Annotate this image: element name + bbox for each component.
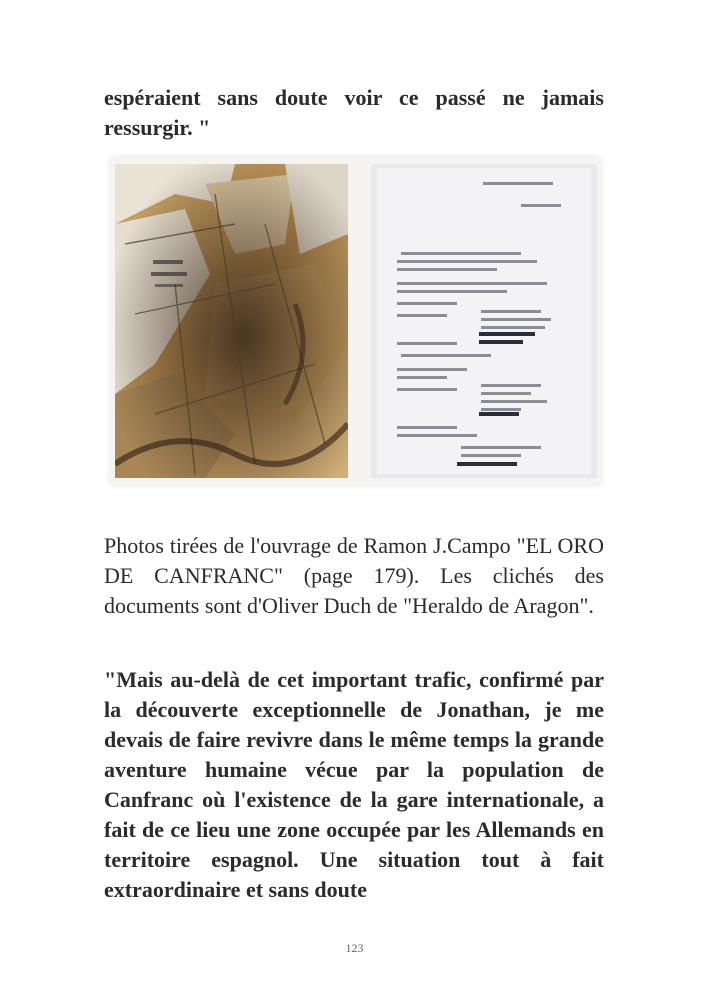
page-number: 123 [345,941,364,955]
typed-document-photo [371,164,597,478]
body-paragraph-bottom: "Mais au-delà de cet important trafic, confirmé par la découverte exceptionnelle de Jonathan, je me devais de faire revivre dans le même temps la grande aventure humaine vécue par la population de Canfranc où l'existence de la gare internationale, a fait de ce lieu une zone occupée par les Allemands en territoire espagnol. Une situation tout à fait extraordinaire et sans doute [104,667,604,902]
photo-pair [109,156,602,486]
photo-caption: Photos tirées de l'ouvrage de Ramon J.Campo "EL ORO DE CANFRANC" (page 179). Les clichés des documents sont d'Oliver Duch de "Heraldo de Aragon". [104,533,604,618]
body-paragraph-top: espéraient sans doute voir ce passé ne jamais ressurgir. " [104,85,604,140]
damaged-documents-photo [115,164,348,478]
